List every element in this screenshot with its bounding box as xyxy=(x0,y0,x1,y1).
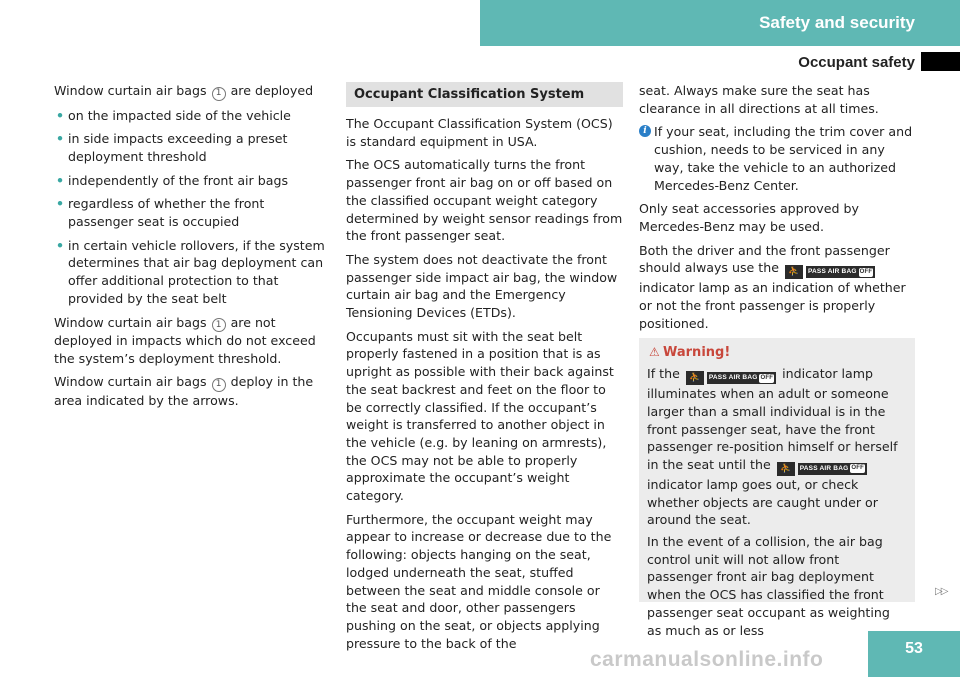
column-1 xyxy=(54,82,330,416)
callout-marker: 1 xyxy=(212,378,226,392)
pass-air-bag-off-lamp-icon: ⛹ PASS AIR BAG OFF xyxy=(686,371,776,385)
paragraph: The system does not deactivate the front passenger side impact air bag, the window curtain air bag and the Emergency Tensioning Devices (ETDs). xyxy=(346,251,618,321)
page-number: 53 xyxy=(868,631,960,677)
section-heading: Occupant Classification System xyxy=(346,82,623,107)
chapter-title: Safety and security xyxy=(759,13,915,32)
bullet-icon: • xyxy=(56,107,65,123)
info-icon: i xyxy=(639,125,651,137)
seat-occupant-icon: ⛹ xyxy=(785,265,803,279)
warning-paragraph: If the ⛹ PASS AIR BAG OFF indicator lamp illuminates when an adult or someone larger than a small individual is in the front passenger seat, have the front passenger re-position himself or herself in the seat until the ⛹ PASS AIR BAG OFF indicator lamp goes out, or check whether objects are caught under or around the seat. xyxy=(647,366,898,528)
chapter-header xyxy=(480,0,960,46)
info-note: i If your seat, including the trim cover and cushion, needs to be serviced in any way, take the vehicle to an authorized Mercedes-Benz Center. xyxy=(639,123,915,194)
deploy-area-paragraph: Window curtain air bags 1 deploy in the area indicated by the arrows. xyxy=(54,374,314,408)
intro-paragraph: Window curtain air bags 1 are deployed xyxy=(54,82,330,101)
section-marker xyxy=(921,52,960,71)
bullet-icon: • xyxy=(56,196,65,212)
warning-box xyxy=(639,338,915,638)
seat-occupant-icon: ⛹ xyxy=(777,462,795,476)
warning-triangle-icon: ⚠ xyxy=(649,345,660,360)
seat-occupant-icon: ⛹ xyxy=(686,371,704,385)
bullet-icon: • xyxy=(56,131,65,147)
watermark: carmanualsonline.info xyxy=(590,648,824,671)
list-item: • in side impacts exceeding a preset deployment threshold xyxy=(56,131,288,164)
bullet-icon: • xyxy=(56,237,65,253)
pass-air-bag-off-lamp-icon: ⛹ PASS AIR BAG OFF xyxy=(785,265,875,279)
list-item: • in certain vehicle rollovers, if the system determines that air bag deployment can offer additional protection to that provided by the seat belt xyxy=(56,237,325,306)
warning-title: ⚠ Warning! xyxy=(649,345,731,361)
continue-arrow-icon: ▷▷ xyxy=(935,586,947,597)
paragraph: The OCS automatically turns the front passenger front air bag on or off based on the classified occupant weight category determined by weight sensor readings from the front passenger seat. xyxy=(346,157,623,244)
paragraph: Occupants must sit with the seat belt properly fastened in a position that is as upright as possible with their back against the seat backrest and feet on the floor to be correctly classified. If the occupant’s weight is transferred to another object in the vehicle (e.g. by leaning on armrests), the OCS may not be able to properly approximate the occupant’s weight category. xyxy=(346,328,614,504)
paragraph: Furthermore, the occupant weight may appear to increase or decrease due to the following: objects hanging on the seat, lodged underneath the seat, stuffed between the seat and middle console or the seat and door, other passengers pushing on the seat, or objects applying pressure to the back of the xyxy=(346,511,612,651)
section-title: Occupant safety xyxy=(798,54,915,71)
callout-marker: 1 xyxy=(212,87,226,101)
warning-paragraph: In the event of a collision, the air bag control unit will not allow front passenger front air bag deployment when the OCS has classified the front passenger seat occupant as weighting as much as or less xyxy=(647,534,890,638)
callout-marker: 1 xyxy=(212,318,226,332)
list-item: • regardless of whether the front passenger seat is occupied xyxy=(56,196,265,230)
lamp-paragraph: Both the driver and the front passenger should always use the ⛹ PASS AIR BAG OFF indicator lamp as an indication of whether or not the front passenger is properly positioned. xyxy=(639,242,906,331)
column-2 xyxy=(346,82,623,658)
not-deployed-paragraph: Window curtain air bags 1 are not deployed in impacts which do not exceed the system’s deployment threshold. xyxy=(54,314,316,366)
pass-air-bag-off-lamp-icon: ⛹ PASS AIR BAG OFF xyxy=(777,462,867,476)
paragraph: seat. Always make sure the seat has clearance in all directions at all times. xyxy=(639,83,879,116)
column-3 xyxy=(639,82,915,638)
paragraph: Only seat accessories approved by Mercedes-Benz may be used. xyxy=(639,201,859,234)
list-item: • independently of the front air bags xyxy=(56,172,289,188)
paragraph: The Occupant Classification System (OCS) is standard equipment in USA. xyxy=(346,116,613,149)
bullet-icon: • xyxy=(56,172,65,188)
list-item: • on the impacted side of the vehicle xyxy=(56,107,291,123)
